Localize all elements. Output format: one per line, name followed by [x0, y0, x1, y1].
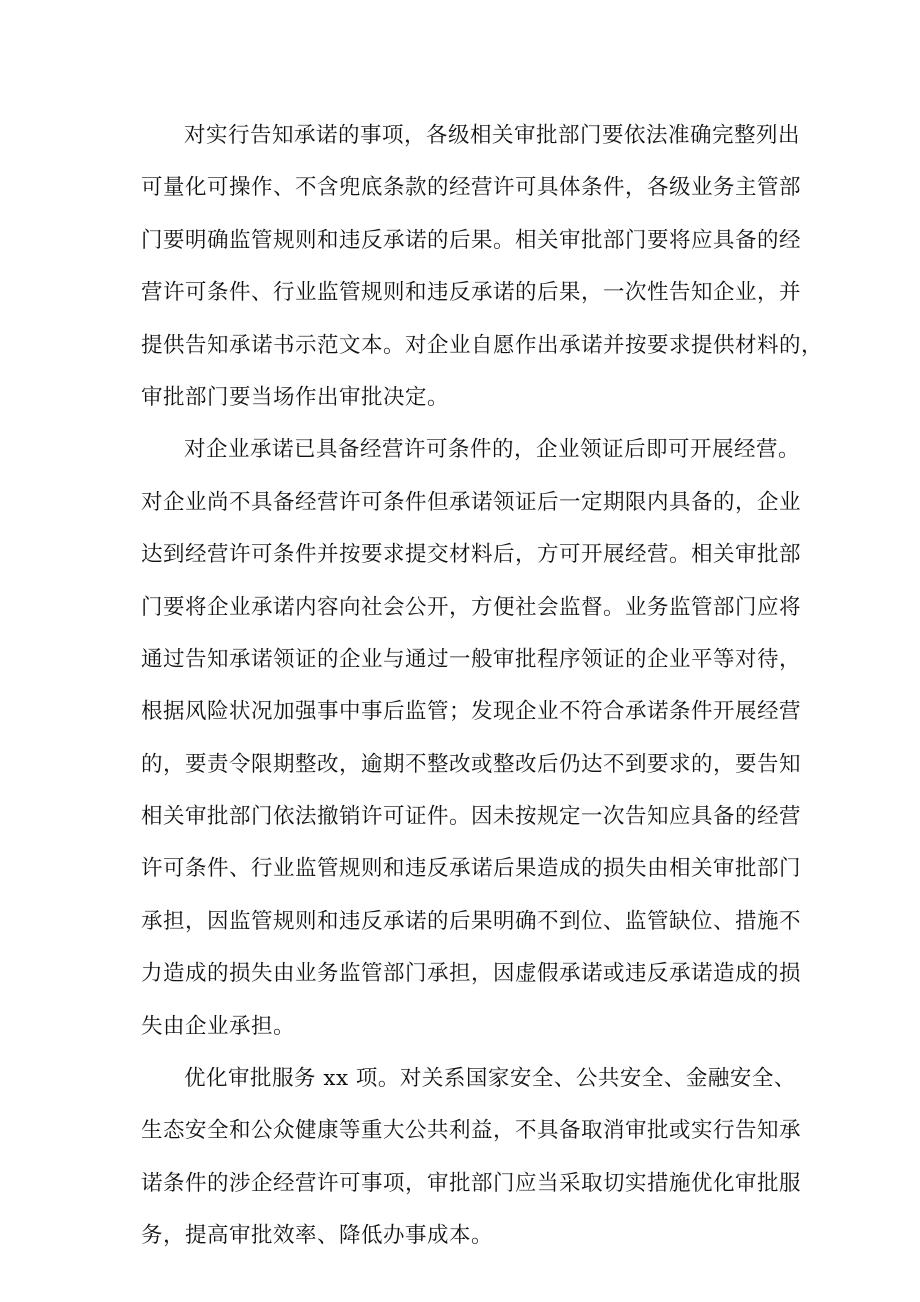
text-line: 失由企业承担。 — [141, 1013, 296, 1039]
text-line: 对实行告知承诺的事项，各级相关审批部门要依法准确完整列出 — [184, 123, 801, 148]
text-line: 营许可条件、行业监管规则和违反承诺的后果，一次性告知企业，并 — [141, 280, 802, 306]
text-line: 生态安全和公众健康等重大公共利益，不具备取消审批或实行告知承 — [141, 1118, 802, 1144]
text-line: 门要将企业承诺内容向社会公开，方便社会监督。业务监管部门应将 — [141, 594, 802, 620]
text-line: 的，要责令限期整改，逾期不整改或整改后仍达不到要求的，要告知 — [141, 751, 802, 777]
paragraph-enterprise-commitment — [141, 424, 802, 1053]
text-line: 达到经营许可条件并按要求提交材料后，方可开展经营。相关审批部 — [141, 542, 802, 568]
text-line: 根据风险状况加强事中事后监管；发现企业不符合承诺条件开展经营 — [141, 699, 802, 725]
paragraph-optimize-approval — [141, 1053, 802, 1263]
paragraph-notification-commitment — [141, 110, 824, 424]
text-line: 门要明确监管规则和违反承诺的后果。相关审批部门要将应具备的经 — [141, 227, 802, 253]
text-line: 可量化可操作、不含兜底条款的经营许可具体条件，各级业务主管部 — [141, 175, 802, 201]
text-line: 对企业承诺已具备经营许可条件的，企业领证后即可开展经营。 — [184, 437, 801, 463]
text-line: 力造成的损失由业务监管部门承担，因虚假承诺或违反承诺造成的损 — [141, 961, 802, 987]
document-body — [141, 110, 824, 1263]
text-line: 审批部门要当场作出审批决定。 — [141, 384, 450, 410]
text-line: 许可条件、行业监管规则和违反承诺后果造成的损失由相关审批部门 — [141, 856, 802, 882]
text-line: 承担，因监管规则和违反承诺的后果明确不到位、监管缺位、措施不 — [141, 908, 802, 934]
text-line: 诺条件的涉企经营许可事项，审批部门应当采取切实措施优化审批服 — [141, 1170, 802, 1196]
text-line: 通过告知承诺领证的企业与通过一般审批程序领证的企业平等对待， — [141, 646, 802, 672]
text-line: 提供告知承诺书示范文本。对企业自愿作出承诺并按要求提供材料的， — [141, 332, 824, 358]
text-line: 务，提高审批效率、降低办事成本。 — [141, 1223, 494, 1249]
text-line: 优化审批服务 xx 项。对关系国家安全、公共安全、金融安全、 — [184, 1066, 796, 1092]
text-line: 相关审批部门依法撤销许可证件。因未按规定一次告知应具备的经营 — [141, 804, 802, 830]
text-line: 对企业尚不具备经营许可条件但承诺领证后一定期限内具备的，企业 — [141, 489, 802, 515]
